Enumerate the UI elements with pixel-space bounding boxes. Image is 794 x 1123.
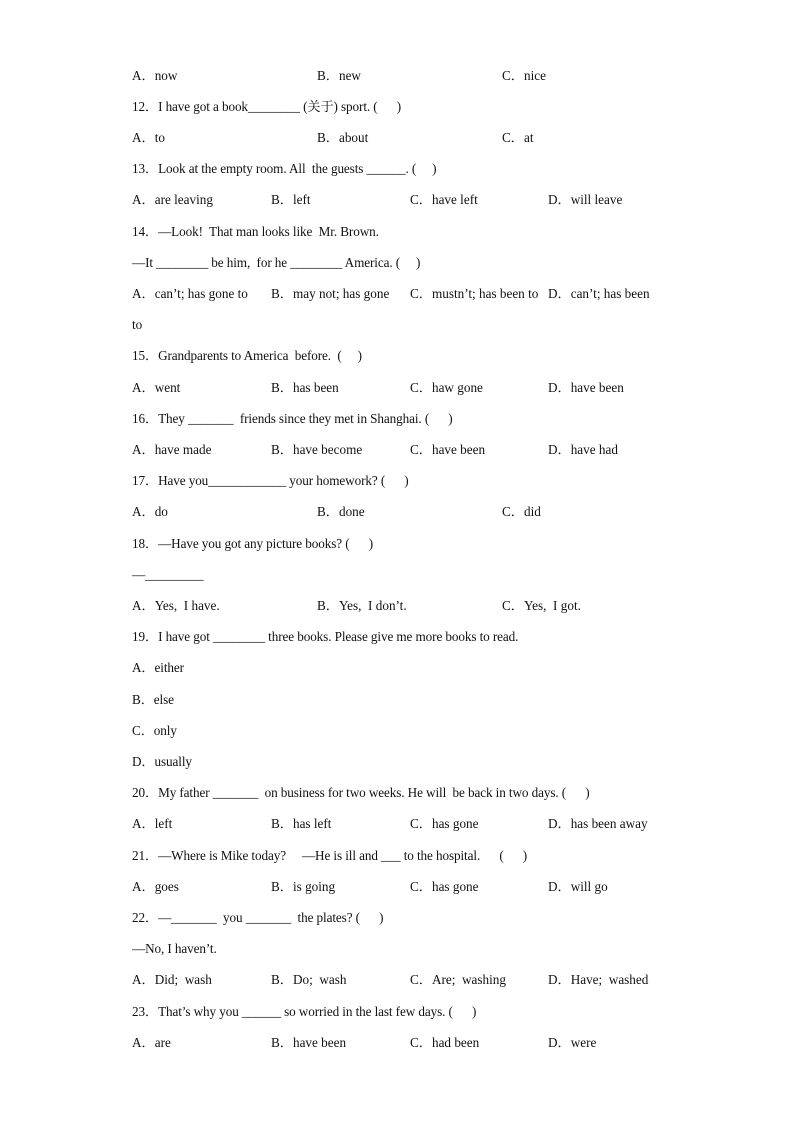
- option-d: D．were: [548, 1035, 597, 1050]
- question-21-stem: 21．—Where is Mike today? —He is ill and ___ to the hospital. ( ): [132, 848, 528, 863]
- option-c: C．at: [502, 130, 534, 145]
- question-19-stem: 19．I have got ________ three books. Please give me more books to read.: [132, 629, 519, 644]
- question-22-stem: 22．—_______ you _______ the plates? ( ): [132, 910, 384, 925]
- option-a: A．either: [132, 660, 184, 675]
- option-a: A．now: [132, 68, 178, 83]
- option-d: D．can’t; has been: [548, 286, 650, 301]
- option-a: A．to: [132, 130, 165, 145]
- option-a: A．went: [132, 380, 181, 395]
- option-a: A．have made: [132, 442, 212, 457]
- option-b: B．else: [132, 692, 174, 707]
- option-b: B．is going: [271, 879, 336, 894]
- option-c: C．Are; washing: [410, 972, 506, 987]
- option-c: C．Yes, I got.: [502, 598, 581, 613]
- option-c: C．nice: [502, 68, 546, 83]
- option-b: B．Do; wash: [271, 972, 347, 987]
- option-b: B．has been: [271, 380, 339, 395]
- question-20-stem: 20．My father _______ on business for two weeks. He will be back in two days. ( ): [132, 785, 590, 800]
- question-18-stem: 18．—Have you got any picture books? ( ): [132, 536, 373, 551]
- option-b: B．left: [271, 192, 311, 207]
- question-15-stem: 15．Grandparents to America before. ( ): [132, 348, 362, 363]
- option-a: A．left: [132, 816, 173, 831]
- option-b: B．done: [317, 504, 365, 519]
- option-b: B．have been: [271, 1035, 347, 1050]
- option-c: C．has gone: [410, 816, 479, 831]
- question-23-stem: 23．That’s why you ______ so worried in the last few days. ( ): [132, 1004, 477, 1019]
- option-b: B．may not; has gone: [271, 286, 390, 301]
- option-b: B．has left: [271, 816, 332, 831]
- option-c: C．mustn’t; has been to: [410, 286, 539, 301]
- option-c: C．has gone: [410, 879, 479, 894]
- option-d: D．will go: [548, 879, 608, 894]
- option-a: A．can’t; has gone to: [132, 286, 248, 301]
- option-a: A．Yes, I have.: [132, 598, 220, 613]
- question-12-stem: 12．I have got a book________ (关于) sport. ( ): [132, 99, 402, 114]
- option-d: D．usually: [132, 754, 192, 769]
- option-b: B．about: [317, 130, 369, 145]
- option-a: A．Did; wash: [132, 972, 212, 987]
- option-d: D．have been: [548, 380, 624, 395]
- option-a: A．are: [132, 1035, 171, 1050]
- option-a: A．are leaving: [132, 192, 213, 207]
- option-d-wrap: to: [132, 317, 143, 332]
- question-17-stem: 17．Have you____________ your homework? ( ): [132, 473, 409, 488]
- option-b: B．new: [317, 68, 361, 83]
- option-a: A．do: [132, 504, 168, 519]
- option-d: D．has been away: [548, 816, 648, 831]
- option-d: D．have had: [548, 442, 618, 457]
- question-22-stem-line2: —No, I haven’t.: [132, 941, 217, 956]
- option-c: C．had been: [410, 1035, 480, 1050]
- option-c: C．haw gone: [410, 380, 483, 395]
- option-b: B．Yes, I don’t.: [317, 598, 407, 613]
- option-c: C．did: [502, 504, 541, 519]
- question-13-stem: 13．Look at the empty room. All the guests ______. ( ): [132, 161, 437, 176]
- option-a: A．goes: [132, 879, 179, 894]
- question-14-stem: 14．—Look! That man looks like Mr. Brown.: [132, 224, 379, 239]
- option-d: D．Have; washed: [548, 972, 649, 987]
- option-c: C．have left: [410, 192, 478, 207]
- question-14-stem-line2: —It ________ be him, for he ________ America. ( ): [132, 255, 421, 270]
- question-16-stem: 16．They _______ friends since they met in Shanghai. ( ): [132, 411, 453, 426]
- option-c: C．have been: [410, 442, 486, 457]
- question-18-stem-line2: —_________: [132, 567, 204, 582]
- option-c: C．only: [132, 723, 177, 738]
- option-b: B．have become: [271, 442, 363, 457]
- option-d: D．will leave: [548, 192, 623, 207]
